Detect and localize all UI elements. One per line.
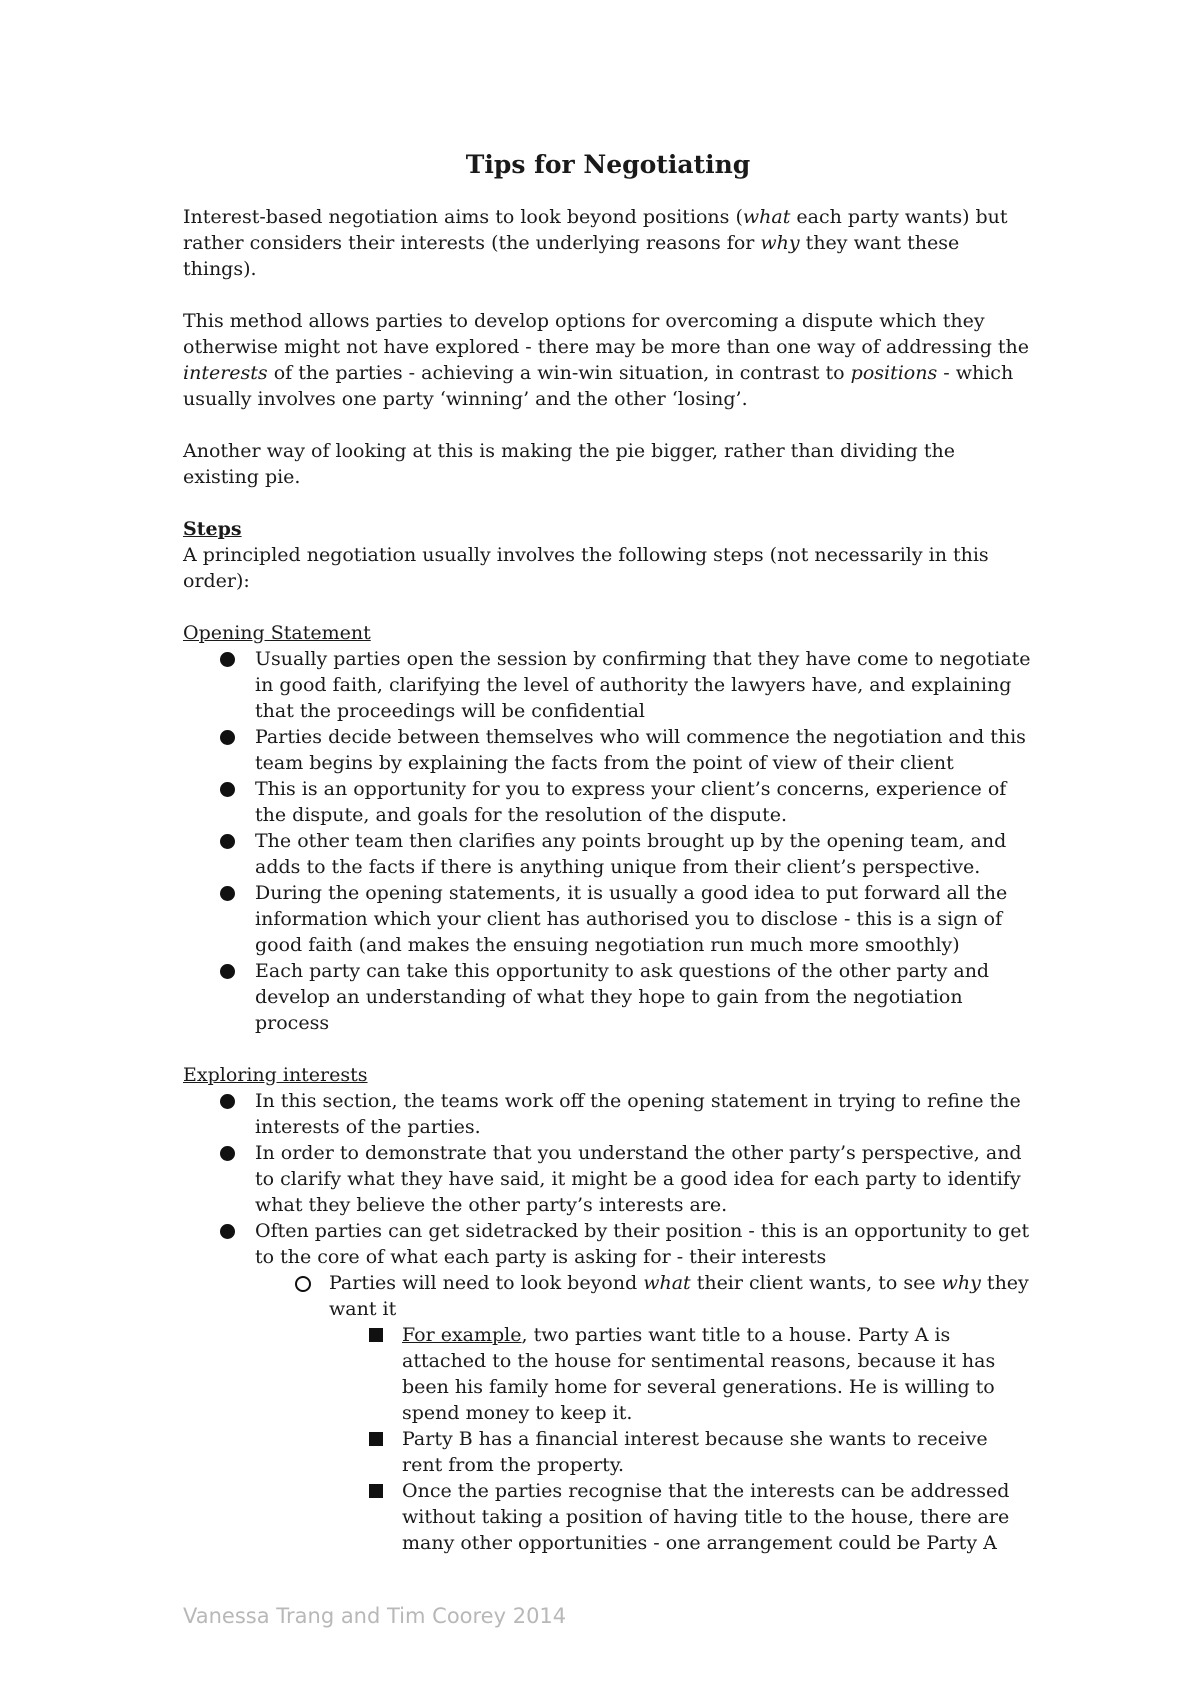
page-title: Tips for Negotiating	[465, 150, 751, 179]
intro-p2-italic-positions: positions	[850, 362, 938, 384]
list-item: In this section, the teams work off the opening statement in trying to refine the interests of the parties.	[255, 1088, 1033, 1140]
document-body	[183, 150, 1033, 1582]
intro-p1-italic-why: why	[760, 232, 800, 254]
sub-text-c: their client wants, to see	[690, 1272, 942, 1294]
list-item: Parties decide between themselves who will commence the negotiation and this team begins by explaining the facts from the point of view of their client	[255, 724, 1033, 776]
sub-sub-list-item: Once the parties recognise that the interests can be addressed without taking a position of having title to the house, there are many other opportunities - one arrangement could be Party A	[402, 1478, 1033, 1556]
exploring-interests-list	[183, 1088, 1033, 1556]
intro-p1-italic-what: what	[742, 206, 791, 228]
intro-p2-text-c: of the parties - achieving a win-win situation, in contrast to	[267, 362, 851, 384]
list-item: Each party can take this opportunity to ask questions of the other party and develop an understanding of what they hope to gain from the negotiation process	[255, 958, 1033, 1036]
list-item: During the opening statements, it is usually a good idea to put forward all the information which your client has authorised you to disclose - this is a sign of good faith (and makes the ensuing negotiation run much more smoothly)	[255, 880, 1033, 958]
list-item: The other team then clarifies any points brought up by the opening team, and adds to the facts if there is anything unique from their client’s perspective.	[255, 828, 1033, 880]
list-item-text: Often parties can get sidetracked by their position - this is an opportunity to get to the core of what each party is asking for - their interests	[255, 1220, 1030, 1268]
intro-paragraph-1	[183, 204, 1033, 282]
example-label: For example	[402, 1324, 522, 1346]
sub-list	[255, 1270, 1033, 1556]
intro-paragraph-3: Another way of looking at this is making the pie bigger, rather than dividing the existing pie.	[183, 440, 956, 488]
steps-text: A principled negotiation usually involves the following steps (not necessarily in this order):	[183, 544, 989, 592]
intro-p1-text-a: Interest-based negotiation aims to look beyond positions (	[183, 206, 743, 228]
sub-list-item	[329, 1270, 1033, 1556]
list-item: In order to demonstrate that you understand the other party’s perspective, and to clarify what they have said, it might be a good idea for each party to identify what they believe the other party’s interests are.	[255, 1140, 1033, 1218]
opening-statement-heading: Opening Statement	[183, 622, 371, 644]
sub-italic-what: what	[643, 1272, 691, 1294]
sub-text-a: Parties will need to look beyond	[329, 1272, 644, 1294]
list-item: Usually parties open the session by confirming that they have come to negotiate in good faith, clarifying the level of authority the lawyers have, and explaining that the proceedings will be confidential	[255, 646, 1033, 724]
sub-sub-list-item: Party B has a financial interest because she wants to receive rent from the property.	[402, 1426, 1033, 1478]
footer-credit: Vanessa Trang and Tim Coorey 2014	[183, 1604, 567, 1628]
exploring-interests-heading: Exploring interests	[183, 1064, 368, 1086]
intro-p2-text-a: This method allows parties to develop options for overcoming a dispute which they otherwise might not have explored - there may be more than one way of addressing the	[183, 310, 1030, 358]
sub-italic-why: why	[941, 1272, 981, 1294]
sub-sub-list-item	[402, 1322, 1033, 1426]
opening-statement-list	[183, 646, 1033, 1036]
intro-p2-text-e: - which usually involves one party ‘winning’ and the other ‘losing’.	[183, 362, 1014, 410]
intro-p2-italic-interests: interests	[183, 362, 268, 384]
sub-sub-list	[329, 1322, 1033, 1556]
sub-text-e: they want it	[329, 1272, 1029, 1320]
example-text: , two parties want title to a house. Party A is attached to the house for sentimental reasons, because it has been his family home for several generations. He is willing to spend money to keep it.	[402, 1324, 996, 1424]
intro-paragraph-2	[183, 308, 1033, 412]
list-item	[255, 1218, 1033, 1556]
list-item: This is an opportunity for you to express your client’s concerns, experience of the dispute, and goals for the resolution of the dispute.	[255, 776, 1033, 828]
intro-p1-text-e: they want these things).	[183, 232, 960, 280]
steps-heading: Steps	[183, 518, 242, 540]
intro-p1-text-c: each party wants) but rather considers their interests (the underlying reasons for	[183, 206, 1008, 254]
